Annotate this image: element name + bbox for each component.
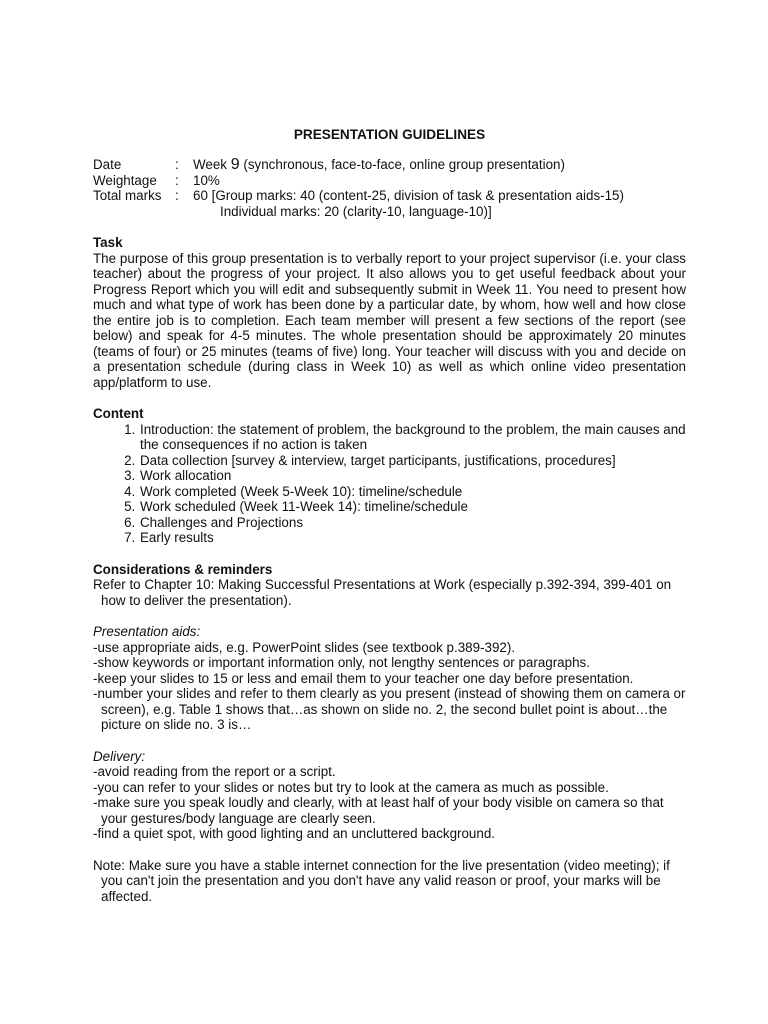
page-title: PRESENTATION GUIDELINES [293, 127, 486, 142]
meta-weightage-value: 10% [193, 172, 220, 188]
meta-total-value: 60 [Group marks: 40 (content-25, division of task & presentation aids-15) [193, 188, 624, 203]
considerations-heading: Considerations & reminders [93, 561, 273, 577]
list-item: 3. Work allocation [139, 468, 686, 484]
meta-colon: : [175, 172, 179, 188]
list-item: -number your slides and refer to them clearly as you present (instead of showing them on camera or screen), e.g. Table 1 shows that…as shown on slide no. 2, the second bullet point is about…the picture on slide no. 3 is… [93, 686, 686, 732]
delivery-section [93, 749, 686, 842]
delivery-heading: Delivery: [93, 748, 146, 764]
list-item: -find a quiet spot, with good lighting and an uncluttered background. [93, 826, 495, 841]
list-item: -avoid reading from the report or a script. [93, 764, 336, 779]
content-section [93, 406, 686, 546]
list-item: 1. Introduction: the statement of problem, the background to the problem, the main causes and the consequences if no action is taken [139, 422, 686, 453]
meta-colon: : [175, 157, 179, 172]
list-item: 5. Work scheduled (Week 11-Week 14): timeline/schedule [139, 499, 686, 515]
list-item: 4. Work completed (Week 5-Week 10): timeline/schedule [139, 484, 686, 500]
task-heading: Task [93, 235, 123, 250]
meta-weightage-row [93, 173, 686, 189]
list-item: -you can refer to your slides or notes but try to look at the camera as much as possible. [93, 779, 609, 795]
considerations-section [93, 562, 686, 609]
meta-date-detail: (synchronous, face-to-face, online group presentation) [243, 157, 565, 172]
task-body: The purpose of this group presentation is to verbally report to your project supervisor (i.e. your class teacher) about the progress of your project. It also allows you to get useful feedback about your Progress Report which you will edit and subsequently submit in Week 11. You need to present how much and what type of work has been done by a particular date, by whom, how well and how close the entire job is to completion. Each team member will present a few sections of the report (see below) and speak for 4-5 minutes. The whole presentation should be approximately 20 minutes (teams of four) or 25 minutes (teams of five) long. Your teacher will discuss with you and decide on a presentation schedule (during class in Week 10) as well as which online video presentation app/platform to use. [93, 250, 686, 390]
content-list [93, 422, 686, 546]
list-item: 2. Data collection [survey & interview, target participants, justifications, procedures] [139, 453, 686, 469]
list-item: -use appropriate aids, e.g. PowerPoint slides (see textbook p.389-392). [93, 639, 516, 655]
considerations-body: Refer to Chapter 10: Making Successful Presentations at Work (especially p.392-394, 399-401 on how to deliver the presentation). [93, 577, 672, 608]
list-item: 6. Challenges and Projections [139, 515, 686, 531]
meta-date-week: 9 [230, 156, 240, 173]
meta-colon: : [175, 188, 179, 203]
list-item: -make sure you speak loudly and clearly, with at least half of your body visible on camera so that your gestures/body language are clearly seen. [93, 795, 664, 826]
presentation-aids-section [93, 624, 686, 733]
content-heading: Content [93, 406, 144, 421]
task-section [93, 235, 686, 390]
list-item: 7. Early results [139, 530, 686, 546]
document-body [93, 127, 686, 904]
note-section [93, 858, 686, 905]
meta-date-label: Date [93, 157, 122, 172]
note-text: Note: Make sure you have a stable internet connection for the live presentation (video meeting); if you can't join the presentation and you don't have any valid reason or proof, your marks will be affected. [93, 857, 670, 904]
meta-total-label: Total marks [93, 188, 162, 203]
meta-total-value-2: Individual marks: 20 (clarity-10, language-10)] [220, 203, 492, 219]
meta-date-row [93, 157, 686, 173]
list-item: -keep your slides to 15 or less and email them to your teacher one day before presentation. [93, 670, 634, 686]
meta-weightage-label: Weightage [93, 172, 157, 188]
meta-total-row [93, 188, 686, 204]
meta-date-prefix: Week [193, 157, 227, 172]
meta-date-value [193, 157, 686, 173]
list-item: -show keywords or important information only, not lengthy sentences or paragraphs. [93, 655, 590, 670]
meta-block [93, 157, 686, 219]
presentation-aids-heading: Presentation aids: [93, 624, 201, 639]
